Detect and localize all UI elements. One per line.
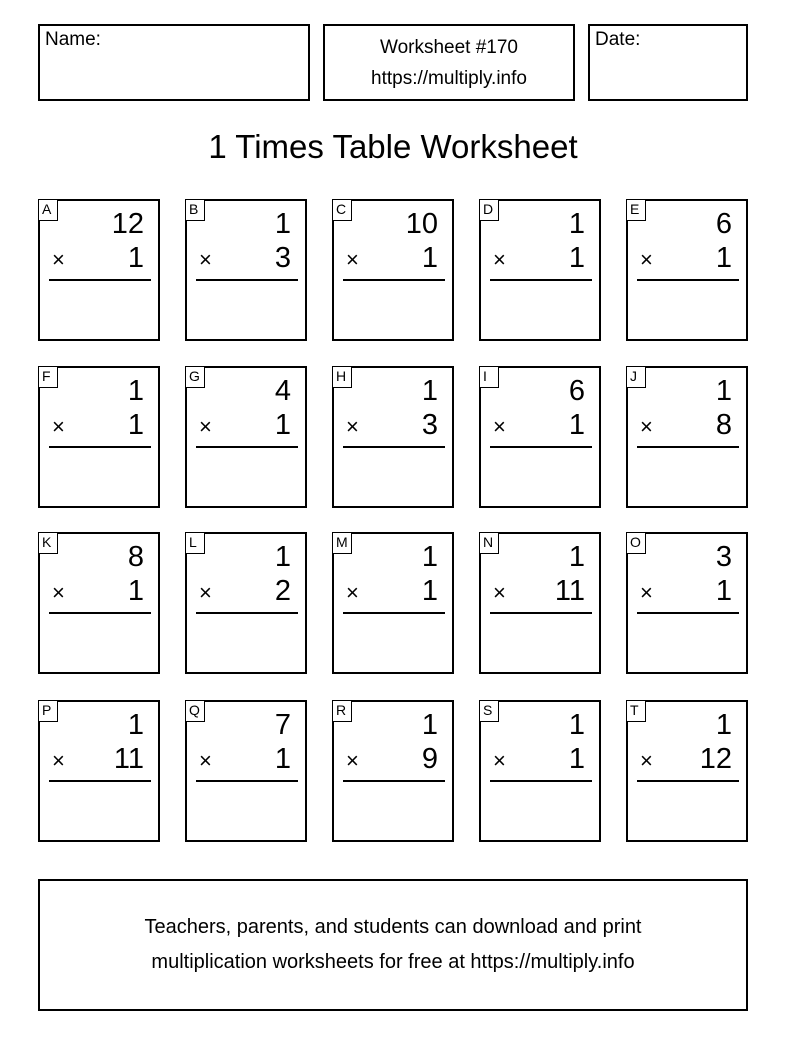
multiplier: 1 [127,242,144,274]
multiplicand: 3 [715,541,732,573]
answer-line [343,279,445,281]
times-icon: × [346,247,359,272]
times-icon: × [493,580,506,605]
multiplier: 1 [127,409,144,441]
multiplicand: 1 [568,208,585,240]
worksheet-info-box [323,24,575,101]
answer-line [490,279,592,281]
answer-line [490,780,592,782]
answer-line [196,446,298,448]
problem-card[interactable] [185,366,307,508]
footer-line-1: Teachers, parents, and students can download and print [144,916,642,938]
problem-card[interactable] [38,366,160,508]
multiplicand: 1 [421,541,438,573]
problem-letter: R [332,700,352,722]
multiplier: 11 [554,575,585,607]
multiplicand: 1 [127,375,144,407]
multiplier: 1 [274,743,291,775]
answer-line [637,612,739,614]
date-label: Date: [595,29,641,50]
problem-letter: Q [185,700,205,722]
multiplier: 1 [568,743,585,775]
answer-line [637,279,739,281]
multiplier: 3 [421,409,438,441]
multiplicand: 1 [127,709,144,741]
times-icon: × [52,247,65,272]
problem-card[interactable] [38,199,160,341]
multiplier: 12 [699,743,732,775]
multiplicand: 12 [111,208,144,240]
times-icon: × [346,748,359,773]
problem-card[interactable] [332,199,454,341]
times-icon: × [493,247,506,272]
answer-line [490,612,592,614]
answer-line [343,612,445,614]
problem-card[interactable] [332,532,454,674]
answer-line [49,279,151,281]
answer-line [196,780,298,782]
problem-card[interactable] [332,366,454,508]
problem-letter: K [38,532,58,554]
multiplicand: 10 [405,208,438,240]
times-icon: × [493,748,506,773]
problem-card[interactable] [185,199,307,341]
footer-line-2: multiplication worksheets for free at https://multiply.info [151,951,635,973]
problem-letter: S [479,700,499,722]
multiplicand: 7 [274,709,291,741]
worksheet-number: Worksheet #170 [379,36,518,58]
answer-line [637,446,739,448]
times-icon: × [199,247,212,272]
answer-line [196,279,298,281]
multiplier: 1 [715,575,732,607]
problem-letter: C [332,199,352,221]
multiplier: 1 [568,242,585,274]
problem-letter: G [185,366,205,388]
problem-card[interactable] [479,700,601,842]
times-icon: × [346,580,359,605]
multiplier: 1 [127,575,144,607]
problem-card[interactable] [479,532,601,674]
multiplier: 1 [274,409,291,441]
times-icon: × [52,414,65,439]
footer-box [38,879,748,1011]
answer-line [49,612,151,614]
answer-line [343,446,445,448]
problem-letter: E [626,199,646,221]
times-icon: × [640,580,653,605]
answer-line [343,780,445,782]
answer-line [637,780,739,782]
times-icon: × [640,414,653,439]
problem-card[interactable] [626,532,748,674]
times-icon: × [52,748,65,773]
problem-letter: T [626,700,646,722]
problem-card[interactable] [185,700,307,842]
problem-card[interactable] [479,366,601,508]
problem-letter: M [332,532,352,554]
problem-letter: L [185,532,205,554]
times-icon: × [346,414,359,439]
problem-card[interactable] [38,700,160,842]
problem-letter: A [38,199,58,221]
multiplier: 8 [715,409,732,441]
answer-line [49,446,151,448]
problem-card[interactable] [626,199,748,341]
multiplicand: 1 [274,208,291,240]
multiplier: 3 [274,242,291,274]
multiplicand: 1 [715,375,732,407]
multiplicand: 6 [568,375,585,407]
multiplicand: 1 [715,709,732,741]
times-icon: × [199,414,212,439]
times-icon: × [199,748,212,773]
multiplier: 11 [113,743,144,775]
answer-line [490,446,592,448]
problem-card[interactable] [626,366,748,508]
times-icon: × [52,580,65,605]
problem-letter: F [38,366,58,388]
multiplier: 1 [421,242,438,274]
answer-line [49,780,151,782]
multiplicand: 6 [715,208,732,240]
times-icon: × [640,748,653,773]
problem-letter: B [185,199,205,221]
multiplicand: 1 [421,709,438,741]
worksheet-url: https://multiply.info [371,67,527,89]
problem-card[interactable] [332,700,454,842]
name-label: Name: [45,29,101,50]
problem-letter: N [479,532,499,554]
multiplicand: 4 [274,375,291,407]
times-icon: × [199,580,212,605]
multiplier: 9 [421,743,438,775]
multiplicand: 1 [421,375,438,407]
times-icon: × [493,414,506,439]
multiplicand: 8 [127,541,144,573]
problem-letter: P [38,700,58,722]
problem-letter: O [626,532,646,554]
page-title: 1 Times Table Worksheet [208,128,578,165]
date-box[interactable] [588,24,748,101]
multiplier: 1 [568,409,585,441]
problem-letter: D [479,199,499,221]
multiplicand: 1 [274,541,291,573]
problem-card[interactable] [38,532,160,674]
multiplier: 2 [274,575,291,607]
problem-card[interactable] [185,532,307,674]
multiplicand: 1 [568,709,585,741]
name-box[interactable] [38,24,310,101]
times-icon: × [640,247,653,272]
problem-letter: I [479,366,499,388]
multiplicand: 1 [568,541,585,573]
problem-card[interactable] [626,700,748,842]
problem-card[interactable] [479,199,601,341]
problem-letter: J [626,366,646,388]
problem-letter: H [332,366,352,388]
multiplier: 1 [715,242,732,274]
multiplier: 1 [421,575,438,607]
answer-line [196,612,298,614]
